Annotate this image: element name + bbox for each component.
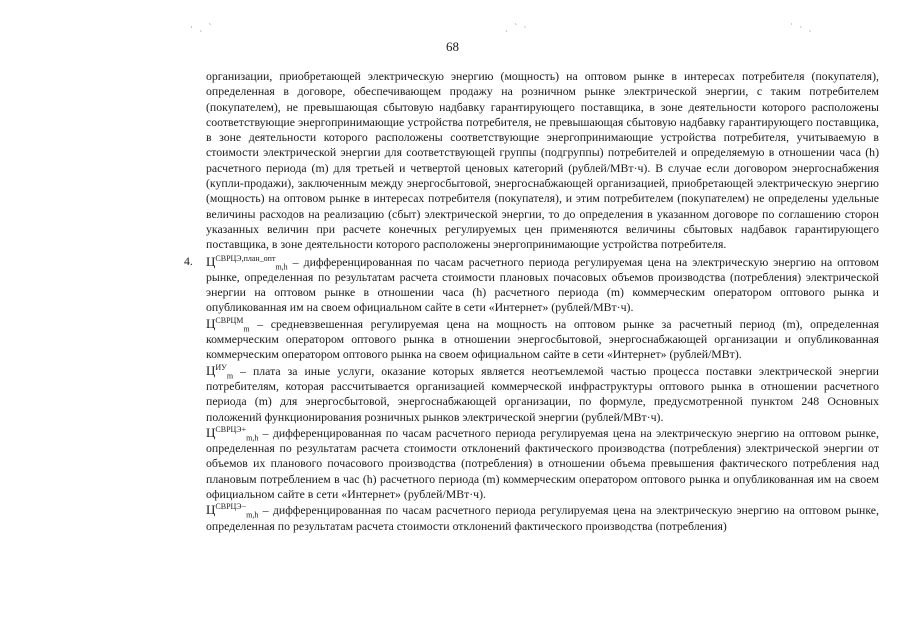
definition-text: – дифференцированная по часам расчетного периода регулируемая цена на электрическую энергию на оптовом рынке, определенная по результатам расчета стоимости отклонений фактического производства (потребления) электрической энергии от объемов их планового почасового производства (потребления) в отношении объема превышения фактического потребления над плановым потреблением в час (h) расчетного периода (m) коммерческим оператором оптового рынка и опубликованная им на своем официальном сайте в сети «Интернет» (рублей/МВт·ч). (206, 425, 879, 502)
definition-paragraph (206, 316, 879, 363)
scan-artifacts (0, 22, 905, 38)
scan-mark: · ˎ ˋ (190, 22, 214, 32)
intro-paragraph: организации, приобретающей электрическую энергию (мощность) на оптовом рынке в интересах потребителя (покупателя), определенная в договоре, обеспечивающем продажу на розничном рынке электрической энергии, с таким потребителем (покупателем), не превышающая сбытовую надбавку гарантирующего поставщика, в зоне деятельности которого расположены соответствующие энергопринимающие устройства потребителя, не превышающая сбытовую надбавку гарантирующего поставщика, в зоне деятельности которого расположены соответствующие энергопринимающие устройства потребителя, учитываемую в стоимости электрической энергии для соответствующей группы (подгруппы) потребителей и определяемую в отношении часа (h) расчетного периода (m) для третьей и четвертой ценовых категорий (рублей/МВт·ч). В случае если договором энергоснабжения (купли-продажи), заключенным между энергосбытовой, энергоснабжающей организацией, приобретающей электрическую энергию (мощность) на оптовом рынке в интересах потребителя (покупателя), и этим потребителем (покупателем) не определены удельные величины расходов на реализацию (сбыт) электрической энергии, то до определения в указанном договоре по соглашению сторон указанных величин при расчете конечных регулируемых цен применяются величины сбытовых надбавок гарантирующего поставщика, в зоне деятельности которого расположены энергопринимающие устройства потребителя. (206, 69, 879, 252)
formula-symbol: $Ц^{СВРЦЭ+}_{m,h}$ (206, 424, 259, 443)
definition-paragraph (206, 363, 879, 425)
definition-paragraph (206, 254, 879, 316)
definition-text: – дифференцированная по часам расчетного периода регулируемая цена на электрическую энергию на оптовом рынке, определенная по результатам расчета стоимости плановых почасовых объемов производства (потребления) электрической энергии на оптовом рынке в отношении часа (h) расчетного периода (m) коммерческим оператором оптового рынка и опубликованная им на своем официальном сайте в сети «Интернет» (рублей/МВт·ч). (206, 254, 879, 315)
formula-symbol: $Ц^{СВРЦЭ-}_{m,h}$ (206, 502, 259, 520)
definition-paragraph (206, 425, 879, 502)
formula-symbol: $Ц^{ИУ}_m$ (206, 362, 234, 380)
definition-paragraph (206, 502, 879, 534)
formula-symbol: $Ц^{СВРЦЭ,план\_опт}_{m,h}$ (206, 253, 288, 271)
definition-text: – плата за иные услуги, оказание которых является неотъемлемой частью процесса поставки электрической энергии потребителям, которая рассчитывается организацией коммерческой инфраструктуры оптового рынка в отношении расчетного периода (m) для энергосбытовой, энергоснабжающей организации, по формуле, предусмотренной пунктом 248 Основных положений функционирования розничных рынков электрической энергии (рублей/МВт·ч). (206, 363, 879, 424)
document-body (184, 69, 879, 534)
scan-mark: ˎ ˋ · (505, 22, 529, 32)
formula-symbol: $Ц^{СВРЦМ}_m$ (206, 315, 250, 334)
definition-text: – средневзвешенная регулируемая цена на мощность на оптовом рынке за расчетный период (m), определенная коммерческим оператором оптового рынка в отношении энергосбытовой, энергоснабжающей организации и опубликованная коммерческим оператором оптового рынка на своем официальном сайте в сети «Интернет» (рублей/МВт). (206, 316, 879, 362)
definition-text: – дифференцированная по часам расчетного периода регулируемая цена на электрическую энергию на оптовом рынке, определенная по результатам расчета стоимости отклонений фактического производства (потребления) (206, 503, 879, 533)
item-number: 4. (184, 253, 193, 268)
scan-mark: ˙ · ˎ (790, 22, 814, 32)
list-item-4 (184, 253, 879, 534)
page-number: 68 (446, 39, 459, 54)
